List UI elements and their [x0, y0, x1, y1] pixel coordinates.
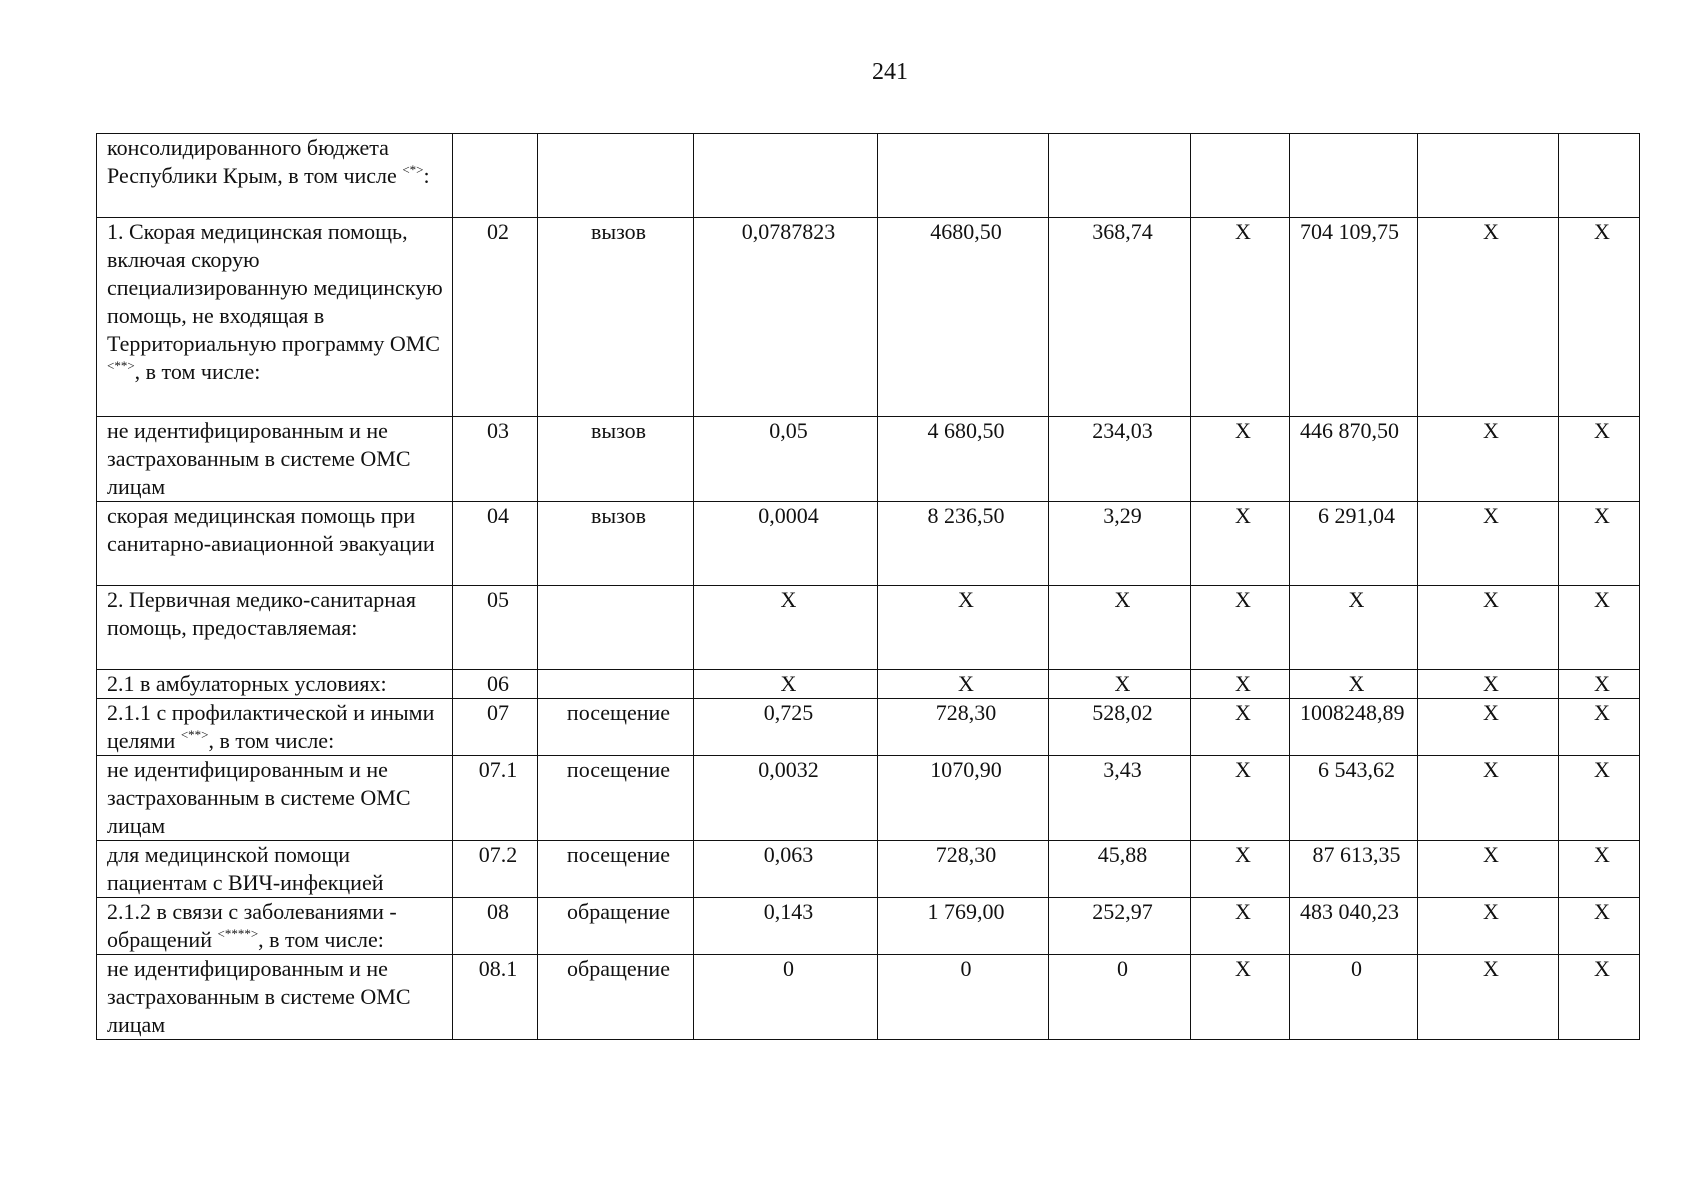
row-value-3: 3,43 — [1049, 756, 1191, 841]
row-value-2: X — [878, 670, 1049, 699]
row-value-3: 368,74 — [1049, 218, 1191, 417]
row-value-5: 6 543,62 — [1290, 756, 1418, 841]
row-code: 08 — [453, 898, 538, 955]
row-unit: вызов — [538, 417, 694, 502]
table-row — [97, 699, 1640, 756]
row-value-3: 45,88 — [1049, 841, 1191, 898]
row-name-cell: консолидированного бюджета Республики Крым, в том числе <*>: — [97, 134, 453, 218]
row-value-1: 0,143 — [694, 898, 878, 955]
row-value-4: X — [1191, 699, 1290, 756]
row-value-2 — [878, 134, 1049, 218]
row-value-4: X — [1191, 218, 1290, 417]
row-code: 04 — [453, 502, 538, 586]
row-value-7: X — [1559, 670, 1640, 699]
row-value-3 — [1049, 134, 1191, 218]
row-code — [453, 134, 538, 218]
row-value-6: X — [1418, 417, 1559, 502]
row-value-2: 8 236,50 — [878, 502, 1049, 586]
footnote-ref: <*> — [402, 162, 424, 177]
row-code: 08.1 — [453, 955, 538, 1040]
row-value-4: X — [1191, 670, 1290, 699]
row-value-4: X — [1191, 586, 1290, 670]
row-unit: посещение — [538, 756, 694, 841]
row-unit — [538, 586, 694, 670]
table-row — [97, 670, 1640, 699]
row-unit: вызов — [538, 218, 694, 417]
row-value-7: X — [1559, 502, 1640, 586]
row-value-5: 446 870,50 — [1290, 417, 1418, 502]
row-value-6: X — [1418, 898, 1559, 955]
page-number: 241 — [872, 59, 908, 85]
row-code: 07.2 — [453, 841, 538, 898]
row-value-3: 252,97 — [1049, 898, 1191, 955]
row-value-7: X — [1559, 218, 1640, 417]
row-value-5: 87 613,35 — [1290, 841, 1418, 898]
row-value-1: 0,725 — [694, 699, 878, 756]
row-name-cell: 2.1 в амбулаторных условиях: — [97, 670, 453, 699]
row-name-cell: 2. Первичная медико-санитарная помощь, предоставляемая: — [97, 586, 453, 670]
row-value-6: X — [1418, 218, 1559, 417]
row-value-1: 0 — [694, 955, 878, 1040]
footnote-ref: <**> — [107, 358, 135, 373]
row-value-1: 0,063 — [694, 841, 878, 898]
row-value-7: X — [1559, 756, 1640, 841]
row-value-5: 0 — [1290, 955, 1418, 1040]
row-value-2: 0 — [878, 955, 1049, 1040]
row-unit: обращение — [538, 955, 694, 1040]
table-row — [97, 502, 1640, 586]
row-code: 07.1 — [453, 756, 538, 841]
row-value-1: 0,0787823 — [694, 218, 878, 417]
row-unit — [538, 134, 694, 218]
row-value-7: X — [1559, 586, 1640, 670]
row-unit: посещение — [538, 699, 694, 756]
row-value-5: 6 291,04 — [1290, 502, 1418, 586]
row-value-2: 728,30 — [878, 841, 1049, 898]
row-name-cell: скорая медицинская помощь при санитарно-авиационной эвакуации — [97, 502, 453, 586]
row-unit: вызов — [538, 502, 694, 586]
row-value-6: X — [1418, 841, 1559, 898]
row-value-4: X — [1191, 955, 1290, 1040]
row-value-1: 0,0032 — [694, 756, 878, 841]
row-unit: обращение — [538, 898, 694, 955]
row-value-4 — [1191, 134, 1290, 218]
row-value-1 — [694, 134, 878, 218]
row-value-6: X — [1418, 502, 1559, 586]
row-name-cell: не идентифицированным и не застрахованным в системе ОМС лицам — [97, 955, 453, 1040]
table-row — [97, 955, 1640, 1040]
row-value-5: 704 109,75 — [1290, 218, 1418, 417]
table-row — [97, 841, 1640, 898]
table-row — [97, 586, 1640, 670]
data-table — [96, 133, 1640, 1040]
table-row — [97, 756, 1640, 841]
row-value-1: X — [694, 670, 878, 699]
row-code: 05 — [453, 586, 538, 670]
row-value-1: 0,0004 — [694, 502, 878, 586]
row-value-2: 4 680,50 — [878, 417, 1049, 502]
row-value-4: X — [1191, 898, 1290, 955]
row-value-5 — [1290, 134, 1418, 218]
row-value-6 — [1418, 134, 1559, 218]
row-value-2: 1070,90 — [878, 756, 1049, 841]
footnote-ref: <**> — [180, 727, 209, 742]
row-value-5: 1008248,89 — [1290, 699, 1418, 756]
row-value-5: X — [1290, 586, 1418, 670]
row-value-3: 0 — [1049, 955, 1191, 1040]
row-value-4: X — [1191, 417, 1290, 502]
row-code: 03 — [453, 417, 538, 502]
row-code: 07 — [453, 699, 538, 756]
row-value-3: X — [1049, 586, 1191, 670]
row-name-cell: не идентифицированным и не застрахованным в системе ОМС лицам — [97, 417, 453, 502]
row-value-7: X — [1559, 417, 1640, 502]
row-name-cell: 1. Скорая медицинская помощь, включая скорую специализированную медицинскую помощь, не входящая в Территориальную программу ОМС <**>, в том числе: — [97, 218, 453, 417]
row-value-3: X — [1049, 670, 1191, 699]
row-value-2: X — [878, 586, 1049, 670]
row-value-4: X — [1191, 502, 1290, 586]
row-value-7: X — [1559, 898, 1640, 955]
row-value-1: 0,05 — [694, 417, 878, 502]
row-name-cell: для медицинской помощи пациентам с ВИЧ-инфекцией — [97, 841, 453, 898]
row-value-6: X — [1418, 756, 1559, 841]
row-code: 02 — [453, 218, 538, 417]
table-row — [97, 898, 1640, 955]
table-row — [97, 417, 1640, 502]
row-value-4: X — [1191, 841, 1290, 898]
row-code: 06 — [453, 670, 538, 699]
row-value-5: 483 040,23 — [1290, 898, 1418, 955]
footnote-ref: <****> — [217, 926, 259, 941]
row-value-4: X — [1191, 756, 1290, 841]
row-value-6: X — [1418, 955, 1559, 1040]
row-value-3: 234,03 — [1049, 417, 1191, 502]
row-value-2: 4680,50 — [878, 218, 1049, 417]
row-value-2: 728,30 — [878, 699, 1049, 756]
row-value-6: X — [1418, 670, 1559, 699]
row-value-1: X — [694, 586, 878, 670]
row-value-7: X — [1559, 841, 1640, 898]
table-row — [97, 218, 1640, 417]
row-unit — [538, 670, 694, 699]
row-value-6: X — [1418, 586, 1559, 670]
row-unit: посещение — [538, 841, 694, 898]
row-value-3: 528,02 — [1049, 699, 1191, 756]
row-value-6: X — [1418, 699, 1559, 756]
table-row — [97, 134, 1640, 218]
row-value-7 — [1559, 134, 1640, 218]
row-value-7: X — [1559, 699, 1640, 756]
row-name-cell: 2.1.2 в связи с заболеваниями - обращений <****>, в том числе: — [97, 898, 453, 955]
row-value-3: 3,29 — [1049, 502, 1191, 586]
row-name-cell: 2.1.1 с профилактической и иными целями <**>, в том числе: — [97, 699, 453, 756]
row-value-7: X — [1559, 955, 1640, 1040]
row-value-5: X — [1290, 670, 1418, 699]
row-value-2: 1 769,00 — [878, 898, 1049, 955]
row-name-cell: не идентифицированным и не застрахованным в системе ОМС лицам — [97, 756, 453, 841]
